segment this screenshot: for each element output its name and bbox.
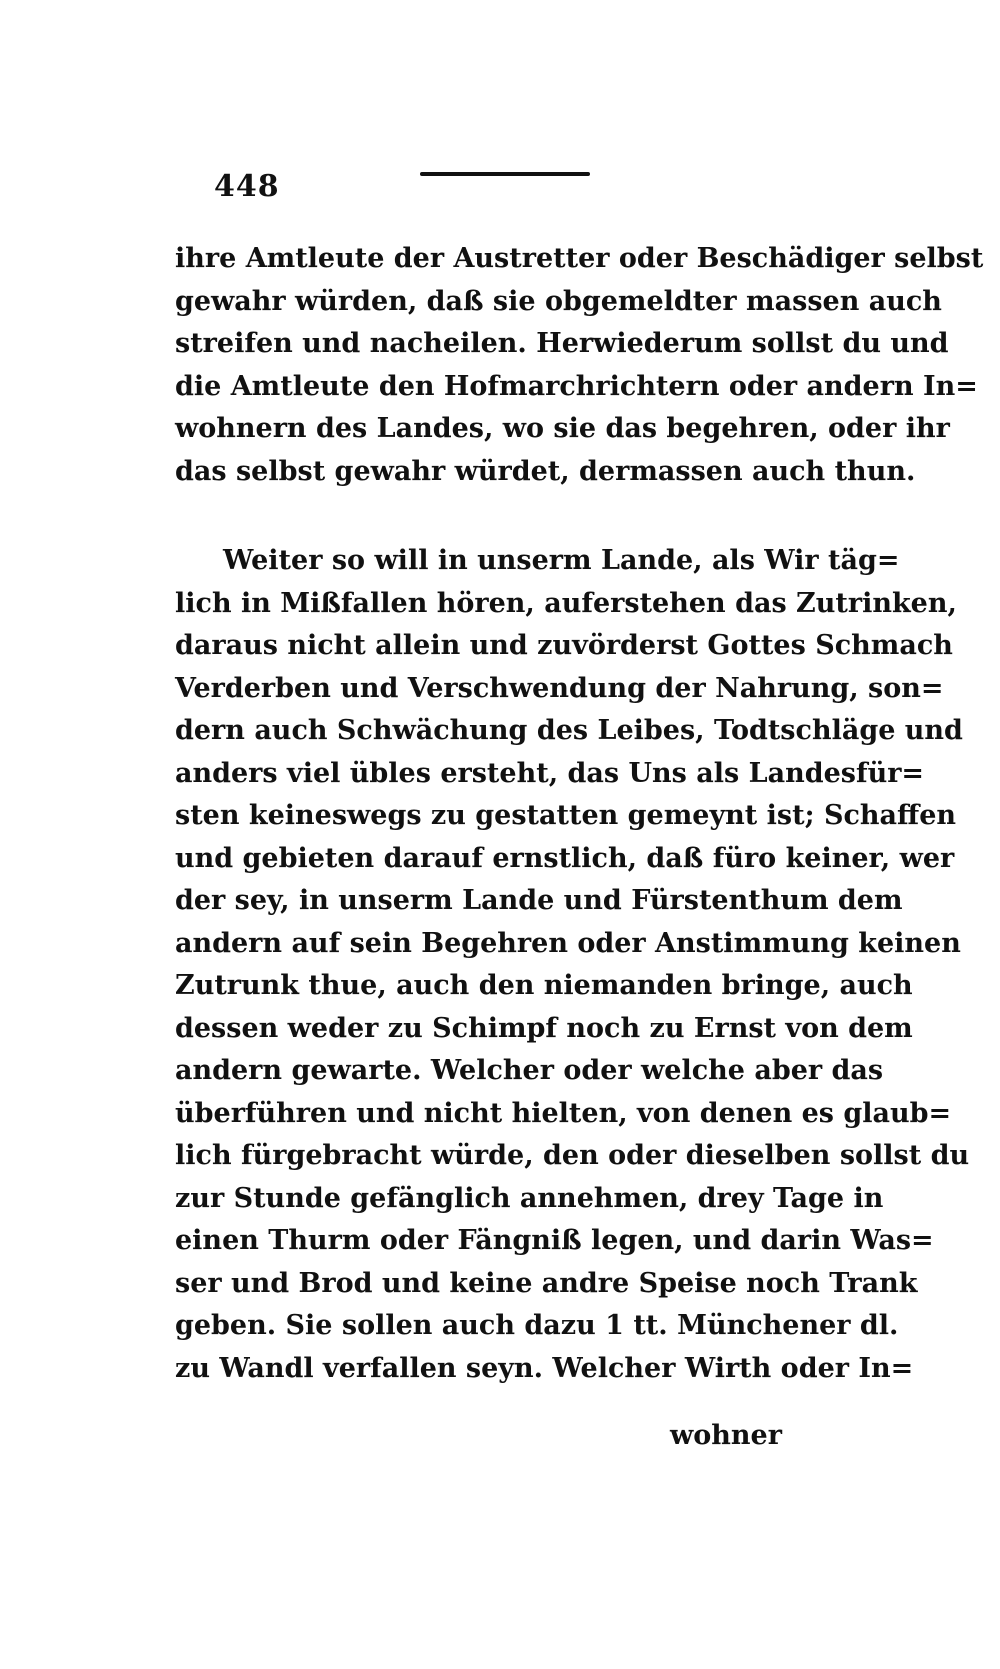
- header-rule: [420, 172, 590, 176]
- text-line: einen Thurm oder Fängniß legen, und darin Was=: [175, 1225, 934, 1256]
- text-line: geben. Sie sollen auch dazu 1 tt. Münchener dl.: [175, 1310, 899, 1341]
- text-line: das selbst gewahr würdet, dermassen auch thun.: [175, 455, 916, 487]
- page-number: 448: [214, 169, 280, 204]
- paragraph-1: [175, 238, 984, 493]
- paragraph-2: [175, 540, 970, 1390]
- text-line: und gebieten darauf ernstlich, daß füro keiner, wer: [175, 842, 955, 874]
- text-line: zur Stunde gefänglich annehmen, drey Tage in: [175, 1182, 884, 1214]
- text-line: daraus nicht allein und zuvörderst Gottes Schmach: [175, 630, 953, 661]
- text-line: Verderben und Verschwendung der Nahrung, son=: [175, 672, 944, 704]
- text-line: Zutrunk thue, auch den niemanden bringe, auch: [175, 970, 913, 1001]
- text-line: zu Wandl verfallen seyn. Welcher Wirth oder In=: [175, 1352, 914, 1384]
- text-line: lich in Mißfallen hören, auferstehen das Zutrinken,: [175, 587, 957, 619]
- text-line: andern gewarte. Welcher oder welche aber das: [175, 1055, 884, 1086]
- catchword: wohner: [670, 1420, 782, 1451]
- text-line: der sey, in unserm Lande und Fürstenthum dem: [175, 885, 903, 916]
- text-line: wohnern des Landes, wo sie das begehren, oder ihr: [175, 413, 950, 444]
- text-line: die Amtleute den Hofmarchrichtern oder andern In=: [175, 370, 978, 402]
- text-line: überführen und nicht hielten, von denen es glaub=: [175, 1097, 952, 1129]
- text-line: gewahr würden, daß sie obgemeldter massen auch: [175, 285, 942, 317]
- text-line: Weiter so will in unserm Lande, als Wir täg=: [223, 545, 900, 576]
- text-line: sten keineswegs zu gestatten gemeynt ist; Schaffen: [175, 800, 956, 831]
- text-line: ser und Brod und keine andre Speise noch Trank: [175, 1267, 918, 1299]
- text-line: dern auch Schwächung des Leibes, Todtschläge und: [175, 715, 963, 746]
- text-line: andern auf sein Begehren oder Anstimmung keinen: [175, 927, 961, 959]
- text-line: lich fürgebracht würde, den oder dieselben sollst du: [175, 1140, 970, 1171]
- text-line: streifen und nacheilen. Herwiederum sollst du und: [175, 328, 949, 359]
- text-line: anders viel übles ersteht, das Uns als Landesfür=: [175, 757, 925, 789]
- text-line: ihre Amtleute der Austretter oder Beschädiger selbst: [175, 243, 984, 274]
- text-line: dessen weder zu Schimpf noch zu Ernst von dem: [175, 1012, 913, 1044]
